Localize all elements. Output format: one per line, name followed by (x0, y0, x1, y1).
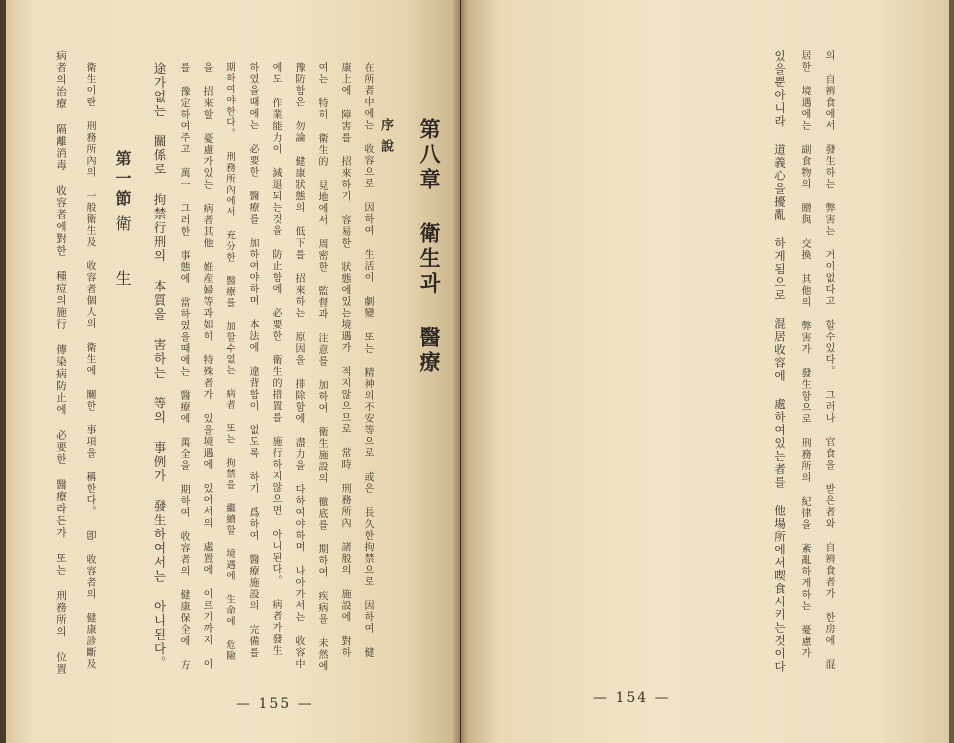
preface-line: 期하여야한다。 刑務所內에서 充分한 醫療를 加할수없는 病者 또는 拘禁을 繼續할 境遇에 生命에 危險 (224, 62, 235, 662)
preface-line: 에도 作業能力이 減退되는것을 防止함에 必要한 衛生的措置를 施行하지않으면 아니된다。 病者가發生 (270, 62, 281, 657)
preface-line: 在所者中에는 收容으로 因하여 生活이 劇變 또는 精神의不安等으로 或은 長久한拘禁으로 因하여 健 (362, 62, 373, 659)
book-edge-right (949, 0, 954, 743)
text-line: 의 自辨食에서 發生하는 弊害는 거이없다고 할수있다。 그러나 官食을 받은者와 自辨食者가 한房에 混 (823, 50, 834, 671)
section-name: 衛 生 (113, 215, 132, 296)
preface-line: 하였을때에는 必要한 醫療를 加하여야하며 本法에 違背함이 없도록 하기 爲하여 醫療施設의 完備를 (247, 62, 258, 659)
page-number: — 154 — (593, 690, 671, 706)
section-line: 病者의治療 隔離消毒 收容者에對한 種痘의施行 傳染病防止에 必要한 醫療라든가 또는 刑務所의 位置 (55, 50, 67, 676)
right-page (461, 0, 949, 743)
preface-line: 豫防함은 勿論 健康狀態의 低下를 招來하는 原因을 排除함에 盡力을 다하여야하며 나아가서는 收容中 (293, 62, 304, 670)
preface-line: 康上에 障害를 招來하기 容易한 狀態에있는境遇가 적지않으므로 常時 刑務所內 諸般의 施設에 對하 (339, 62, 350, 659)
text-line: 있을뿐아니라 道義心을擾亂 하게됨으로 混居收容에 處하여있는者를 他場所에서喫食시키는것이다 (773, 50, 787, 674)
preface-line: 를 豫定하여주고 萬一 그러한 事態에 當하였을때에는 醫療에 萬全을 期하여 收容者의 健康保全에 方 (178, 62, 189, 671)
preface-line: 途가없는 關係로 拘禁行刑의 本質을 害하는 等의 事例가 發生하여서는 아니된다。 (152, 62, 167, 670)
preface-line: 여는 特히 衛生的 見地에서 周密한 監督과 注意를 加하여 衛生施設의 徹底를 期하여 疾病을 未然에 (316, 62, 327, 672)
left-page (6, 0, 460, 743)
page-number: — 155 — (236, 696, 314, 712)
section-line: 衛生이란 刑務所內의 一般衛生及 收容者個人의 衛生에 關한 事項을 稱한다。 卽 收容者의 健康診斷及 (84, 62, 95, 670)
section-number: 第一節 (113, 150, 132, 210)
preface-line: 을 招來할 憂慮가있는 病者其他 姙産婦等과如히 特殊者가 있을境遇에 있어서의 處置에 이르기까지 이 (201, 62, 212, 670)
text-line: 居한 境遇에는 副食物의 贈與 交換 其他의 弊害가 發生함으로 刑務所의 紀律을 紊亂하게하는 憂慮가 (799, 50, 810, 659)
book-gutter (452, 0, 468, 743)
chapter-title: 第八章 衛生과 醫療 (417, 118, 442, 376)
preface-label: 序說 (378, 118, 393, 160)
